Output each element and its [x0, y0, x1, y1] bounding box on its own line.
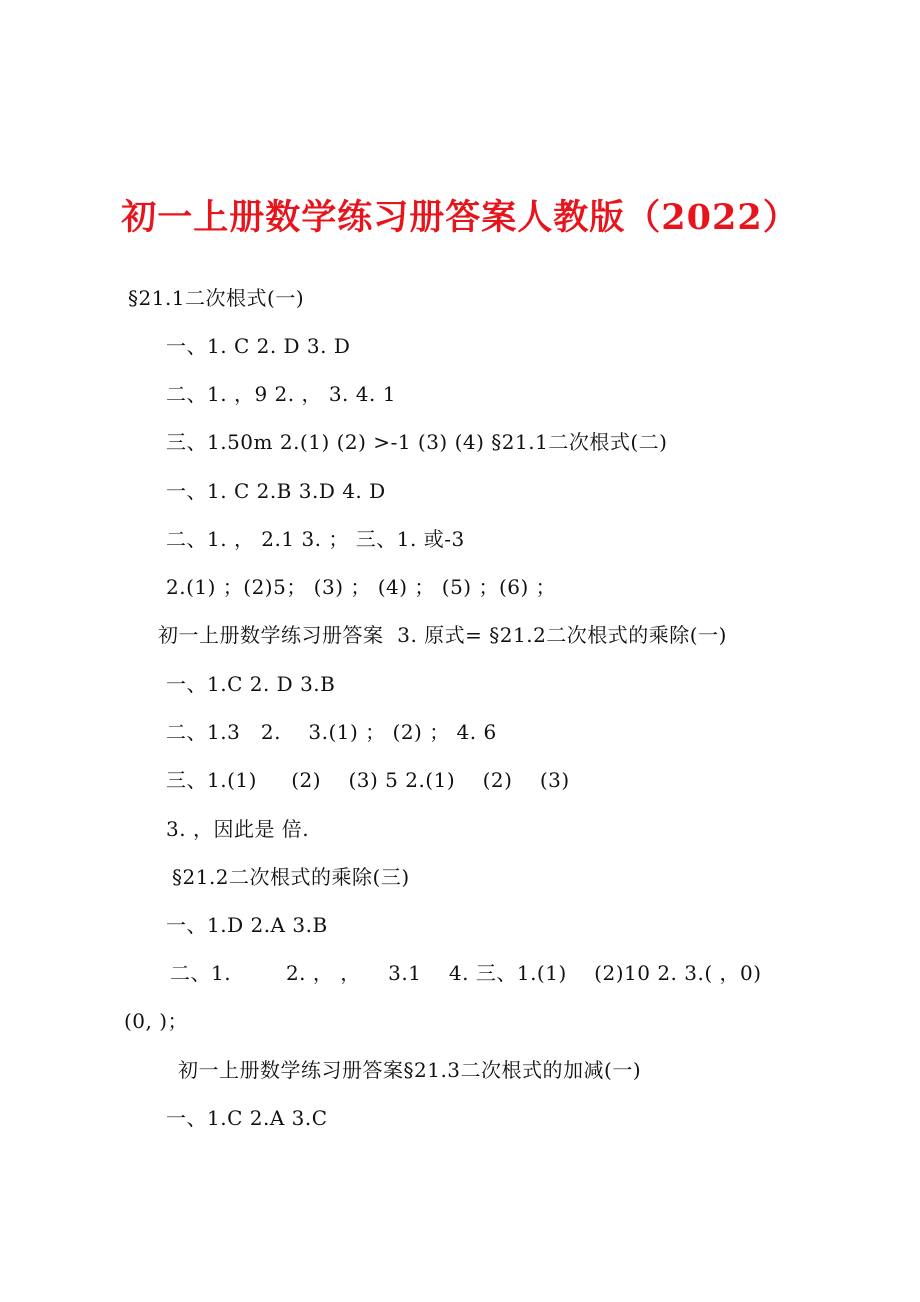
text-line: 初一上册数学练习册答案§21.3二次根式的加减(一) [178, 1058, 642, 1082]
text-line: 二、1.3 2. 3.(1) ； (2) ； 4. 6 [166, 720, 497, 744]
text-line: 一、1.C 2. D 3.B [166, 672, 336, 696]
text-line: 一、1. C 2.B 3.D 4. D [166, 479, 386, 503]
text-line: 一、1.D 2.A 3.B [166, 913, 328, 937]
text-line: 初一上册数学练习册答案 3. 原式= §21.2二次根式的乘除(一) [158, 623, 727, 647]
text-line: 2.(1) ；(2)5； (3) ； (4) ； (5) ；(6) ； [166, 575, 557, 599]
text-line: 三、1.50m 2.(1) (2) >-1 (3) (4) §21.1二次根式(二) [166, 430, 668, 454]
text-line: 3. ，因此是 倍. [166, 817, 310, 841]
text-line: §21.2二次根式的乘除(三) [172, 865, 410, 889]
text-line: 二、1. ，9 2. ， 3. 4. 1 [166, 382, 396, 406]
text-line: 二、1. ， 2.1 3. ； 三、1. 或-3 [166, 527, 465, 551]
text-line: 一、1.C 2.A 3.C [166, 1106, 328, 1130]
text-line: (0, )； [124, 1009, 189, 1033]
text-line: 三、1.(1) (2) (3) 5 2.(1) (2) (3) [166, 768, 570, 792]
text-line: 一、1. C 2. D 3. D [166, 334, 351, 358]
text-line: §21.1二次根式(一) [128, 286, 305, 310]
text-line: 二、1. 2. ， ， 3.1 4. 三、1.(1) (2)10 2. 3.( ，0) [170, 961, 762, 985]
document-title: 初一上册数学练习册答案人教版（2022） [121, 197, 799, 238]
